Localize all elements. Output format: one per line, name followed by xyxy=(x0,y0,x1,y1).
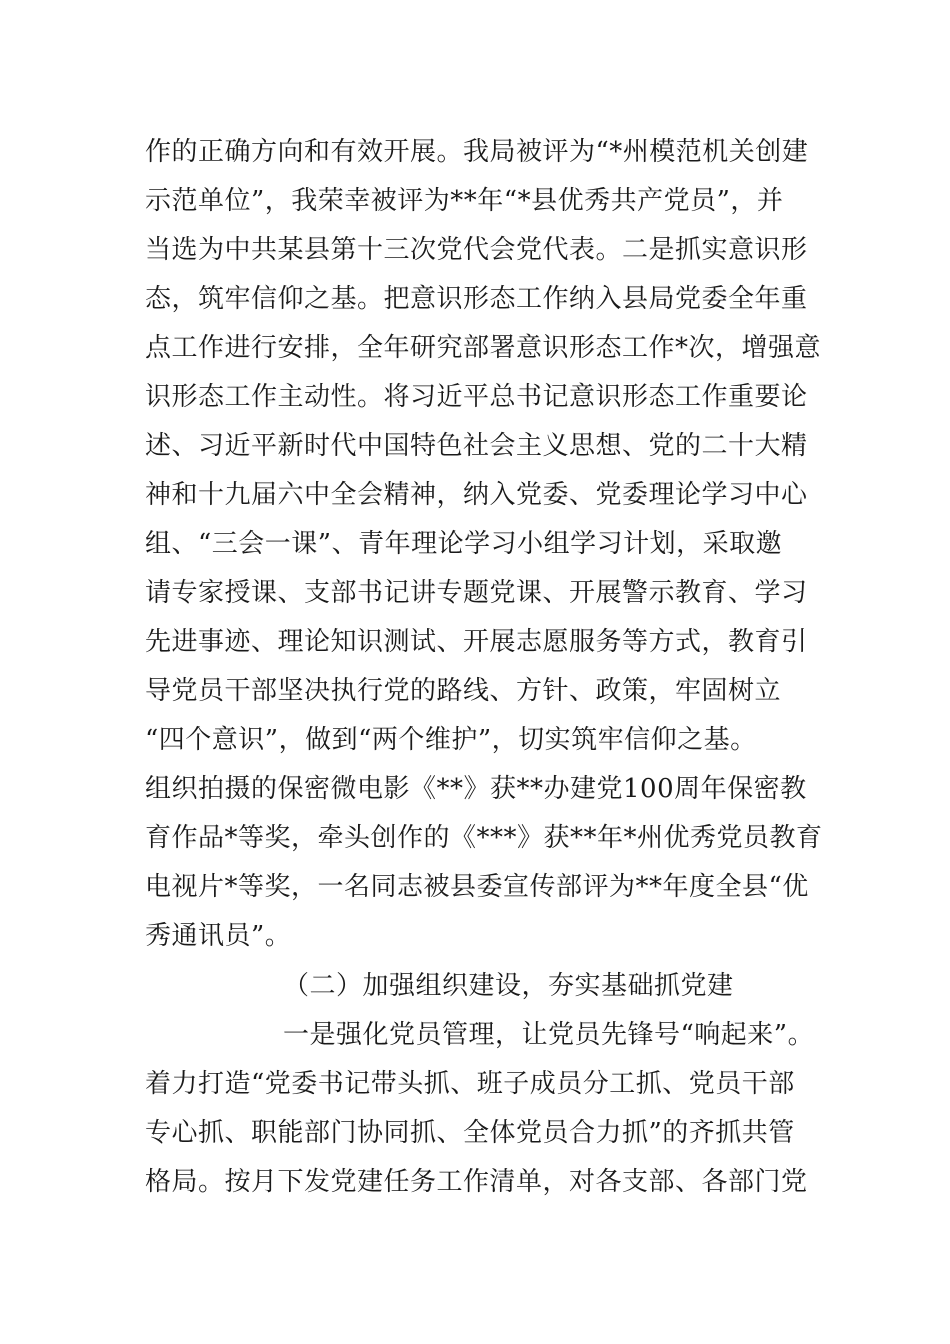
body-text-line: 作的正确方向和有效开展。我局被评为“*州模范机关创建 xyxy=(145,137,809,167)
body-text-line: 态，筑牢信仰之基。把意识形态工作纳入县局党委全年重 xyxy=(145,284,808,314)
body-text-line: 先进事迹、理论知识测试、开展志愿服务等方式，教育引 xyxy=(145,627,808,657)
body-text-line: 着力打造“党委书记带头抓、班子成员分工抓、党员干部 xyxy=(145,1069,795,1099)
body-text-line: “四个意识”，做到“两个维护”，切实筑牢信仰之基。 xyxy=(145,725,757,755)
body-text-line: 秀通讯员”。 xyxy=(145,921,292,951)
body-text-line: 格局。按月下发党建任务工作清单，对各支部、各部门党 xyxy=(145,1167,808,1197)
body-text-line: 述、习近平新时代中国特色社会主义思想、党的二十大精 xyxy=(145,431,808,461)
body-text-line: 组织拍摄的保密微电影《**》获**办建党100周年保密教 xyxy=(145,774,807,804)
body-text-line: 育作品*等奖，牵头创作的《***》获**年*州优秀党员教育 xyxy=(145,823,823,853)
body-text-line: 请专家授课、支部书记讲专题党课、开展警示教育、学习 xyxy=(145,578,808,608)
body-text-line: 示范单位”，我荣幸被评为**年“*县优秀共产党员”，并 xyxy=(145,186,784,216)
body-text-line: 当选为中共某县第十三次党代会党代表。二是抓实意识形 xyxy=(145,235,808,265)
paragraph-first-line: 一是强化党员管理，让党员先锋号“响起来”。 xyxy=(283,1020,815,1050)
body-text-line: 专心抓、职能部门协同抓、全体党员合力抓”的齐抓共管 xyxy=(145,1118,795,1148)
body-text-line: 导党员干部坚决执行党的路线、方针、政策，牢固树立 xyxy=(145,676,782,706)
body-text-line: 电视片*等奖，一名同志被县委宣传部评为**年度全县“优 xyxy=(145,872,809,902)
section-heading: （二）加强组织建设，夯实基础抓党建 xyxy=(283,971,734,1001)
body-text-line: 点工作进行安排，全年研究部署意识形态工作*次，增强意 xyxy=(145,333,822,363)
body-text-line: 识形态工作主动性。将习近平总书记意识形态工作重要论 xyxy=(145,382,808,412)
body-text-line: 组、“三会一课”、青年理论学习小组学习计划，采取邀 xyxy=(145,529,783,559)
body-text-line: 神和十九届六中全会精神，纳入党委、党委理论学习中心 xyxy=(145,480,808,510)
